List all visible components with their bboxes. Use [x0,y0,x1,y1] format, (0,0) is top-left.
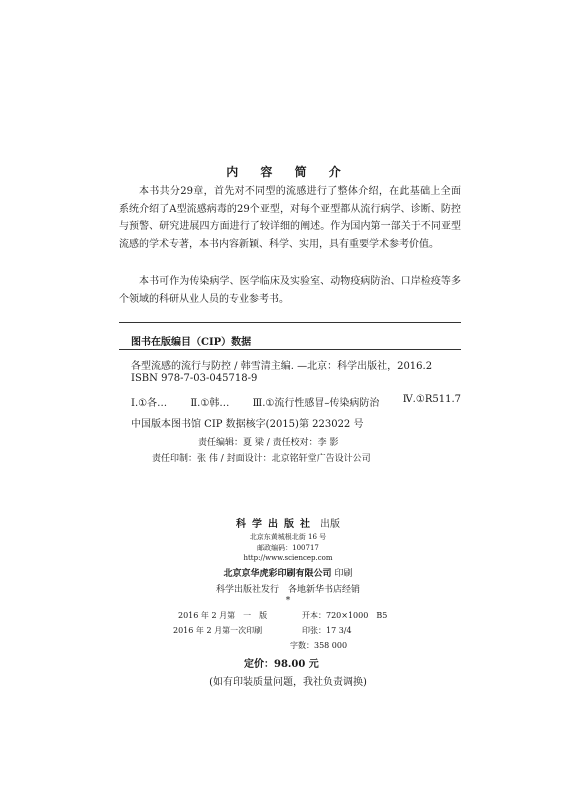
format-size: 开本：720×1000 B5 [302,611,388,620]
summary-paragraph-text: 本书可作为传染病学、医学临床及实验室、动物疫病防治、口岸检疫等多个领域的科研从业人员的专业参考书。 [119,276,461,305]
printer-suffix: 印刷 [334,569,353,579]
publisher-website: http://www.sciencep.com [243,554,333,562]
printer-line [0,566,576,579]
publisher-suffix: 出版 [320,519,340,530]
printer-name: 北京京华虎彩印刷有限公司 [223,569,332,579]
printing-date: 2016 年 2 月第一次印刷 [173,626,263,635]
summary-paragraph-2 [119,273,461,308]
separator-star: * [285,596,291,606]
cip-class-2: Ⅱ.①韩… [190,398,230,409]
summary-title: 内 容 简 介 [226,165,350,179]
price: 定价：98.00 元 [244,659,319,670]
summary-paragraph-1 [119,183,461,253]
publisher-line [0,515,576,530]
publisher-name: 科学出版社 [236,519,316,530]
publisher-postcode: 邮政编码：100717 [257,544,319,552]
divider-top [119,322,461,323]
cip-isbn: ISBN 978-7-03-045718-9 [131,373,258,384]
summary-paragraph-text: 本书共分29章，首先对不同型的流感进行了整体介绍，在此基础上全面系统介绍了A型流感病毒的29个亚型，对每个亚型都从流行病学、诊断、防控与预警、研究进展四方面进行了较详细的阐述。作为国内第一部关于不同亚型流感的学术专著，本书内容新颖、科学、实用，具有重要学术参考价值。 [119,186,461,250]
cip-heading: 图书在版编目（CIP）数据 [131,337,252,348]
cip-class-1: Ⅰ.①各… [131,398,168,409]
cip-title-line: 各型流感的流行与防控 / 韩雪清主编. —北京：科学出版社，2016.2 [131,361,433,372]
word-count: 字数：358 000 [290,641,348,650]
cip-classification [131,394,461,409]
publisher-address: 北京东黄城根北街 16 号 [249,533,327,541]
cip-record-number: 中国版本图书馆 CIP 数据核字(2015)第 223022 号 [131,419,364,430]
edition-date: 2016 年 2 月第 一 版 [178,611,268,620]
cip-class-4: Ⅳ.①R511.7 [402,394,461,405]
divider-cip [119,349,461,350]
quality-notice: (如有印装质量问题，我社负责调换) [209,677,367,688]
cip-class-3: Ⅲ.①流行性感冒–传染病防治 [252,398,380,409]
credits-production: 责任印制：张 伟 / 封面设计：北京铭轩堂广告设计公司 [152,454,371,464]
print-sheets: 印张：17 3/4 [302,626,352,635]
credits-editors: 责任编辑：夏 梁 / 责任校对：李 影 [198,438,339,448]
distribution-line: 科学出版社发行 各地新华书店经销 [215,585,360,595]
